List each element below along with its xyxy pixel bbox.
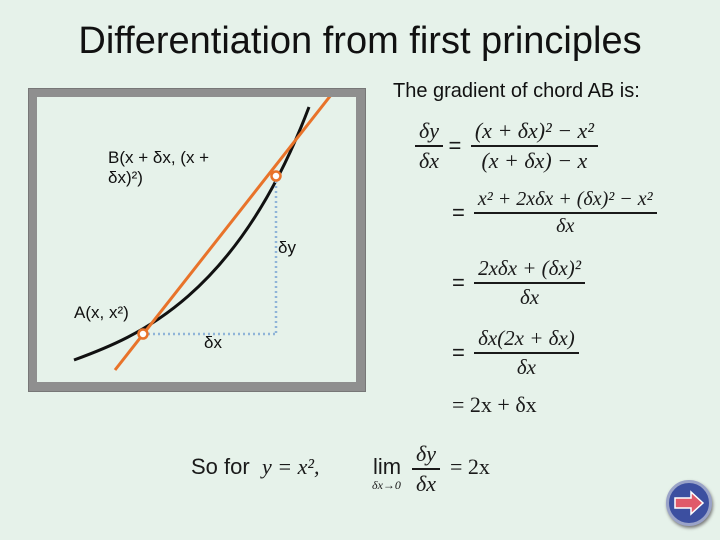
point-b-label: B(x + δx, (x + δx)²): [108, 148, 210, 187]
point-a: [139, 330, 148, 339]
step-2-fraction: $\frac{\text{x² + 2xδx + (δx)² − x²}}{\delta x}$: [474, 188, 657, 238]
derivation-step-1: $\frac{\delta y}{\delta x}$ = $\frac{\text{(x + δx)² − x²}}{(x + \delta x) - x}$: [415, 118, 598, 174]
graph-svg: [37, 97, 356, 382]
function-text: y = x²,: [262, 454, 320, 479]
next-slide-button[interactable]: [666, 480, 712, 526]
derivation-step-4: = $\frac{\delta x(2x + \delta x)}{\delta x}$: [452, 326, 579, 380]
next-slide-icon: [669, 483, 709, 523]
step-4-fraction: $\frac{\delta x(2x + \delta x)}{\delta x}$: [474, 326, 579, 380]
graph-panel: [37, 97, 356, 382]
derivation-step-2: = $\frac{\text{x² + 2xδx + (δx)² − x²}}{\delta x}$: [452, 188, 657, 238]
dy-label: δy: [278, 238, 296, 257]
step-1-fraction: $\frac{\text{(x + δx)² − x²}}{(x + \delta x) - x}$: [471, 118, 598, 174]
gradient-caption: The gradient of chord AB is:: [393, 80, 640, 102]
limit-result: = 2x: [450, 454, 490, 479]
chord-ab: [115, 97, 331, 370]
derivation-step-3: = $\frac{\text{2xδx + (δx)²}}{\delta x}$: [452, 256, 585, 310]
dy-dx-fraction: $\frac{\delta y}{\delta x}$: [415, 118, 443, 174]
graph-frame: [28, 88, 366, 392]
lim-subscript: δx→0: [372, 478, 401, 492]
lim-text: lim: [373, 454, 402, 479]
derivation-step-5: = 2x + δx: [452, 392, 537, 417]
dx-label: δx: [204, 333, 222, 352]
limit-fraction: $\frac{\delta y}{\delta x}$: [412, 441, 440, 497]
point-a-label: A(x, x²): [74, 303, 129, 322]
slide-title: Differentiation from first principles: [78, 20, 642, 62]
step-3-fraction: $\frac{\text{2xδx + (δx)²}}{\delta x}$: [474, 256, 585, 310]
point-b: [272, 172, 281, 181]
so-for-text: So for: [191, 454, 250, 479]
